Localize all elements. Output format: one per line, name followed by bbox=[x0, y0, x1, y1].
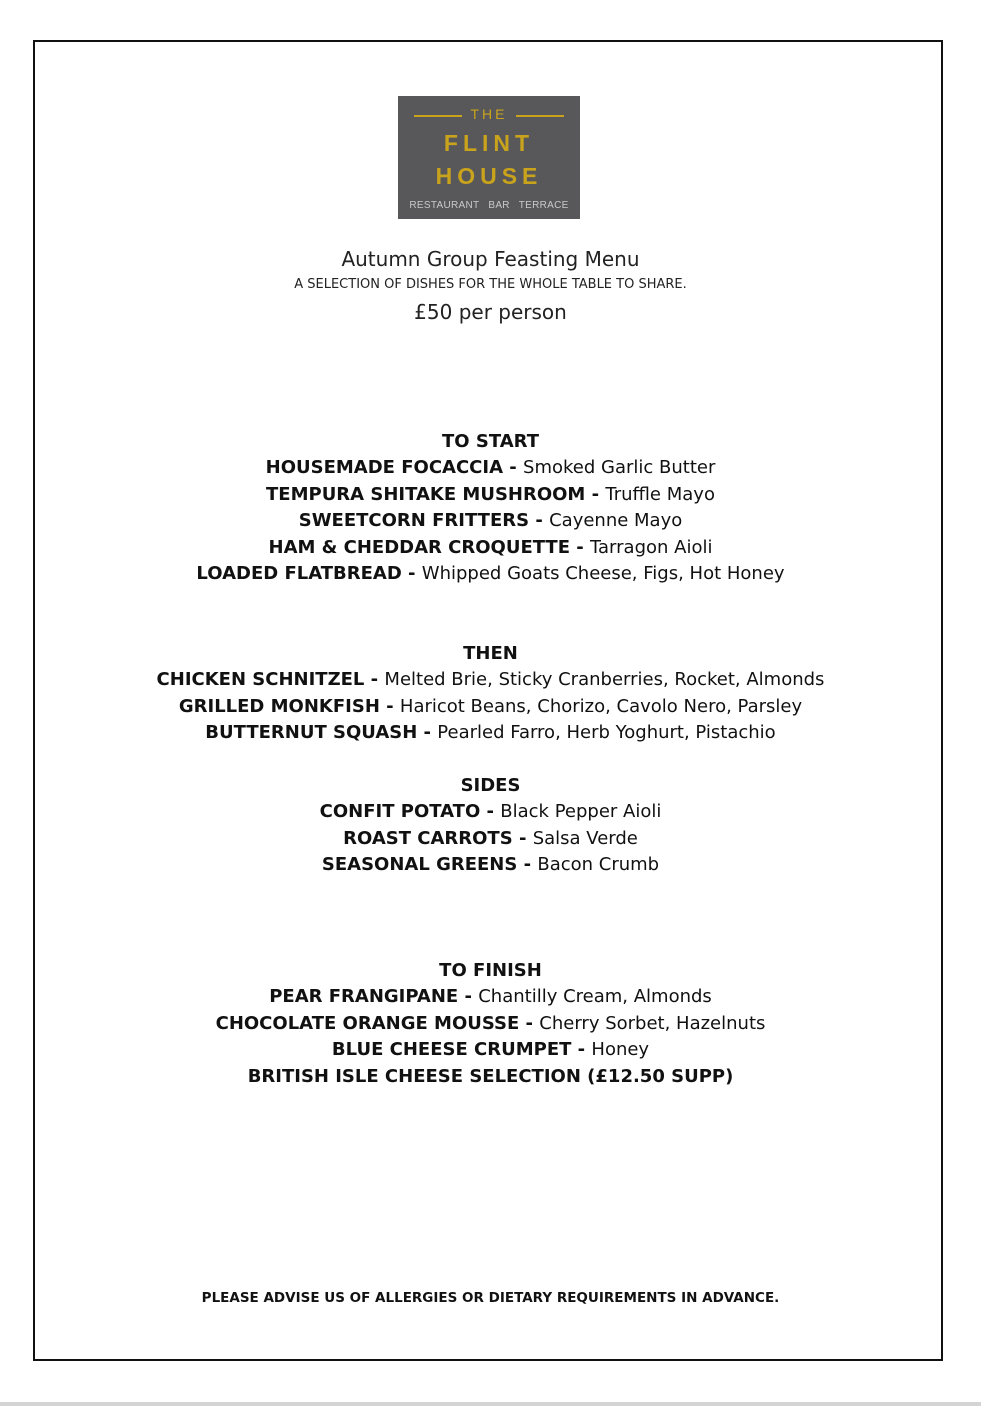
item-name: ROAST CARROTS bbox=[343, 827, 513, 849]
item-desc: Truffle Mayo bbox=[605, 483, 715, 505]
section-to-start bbox=[0, 428, 981, 588]
page-bottom-divider bbox=[0, 1402, 981, 1406]
logo-tagline: RESTAURANT BAR TERRACE bbox=[409, 200, 569, 211]
menu-item: HOUSEMADE FOCACCIA - Smoked Garlic Butter bbox=[265, 457, 716, 478]
item-desc: Pearled Farro, Herb Yoghurt, Pistachio bbox=[437, 722, 776, 743]
item-desc: Smoked Garlic Butter bbox=[523, 457, 716, 478]
section-heading: SIDES bbox=[460, 775, 521, 796]
item-desc: Bacon Crumb bbox=[537, 854, 660, 875]
item-name: BLUE CHEESE CRUMPET bbox=[331, 1039, 572, 1060]
section-sides bbox=[0, 772, 981, 879]
item-desc: Haricot Beans, Chorizo, Cavolo Nero, Parsley bbox=[399, 695, 803, 717]
item-desc: Tarragon Aioli bbox=[590, 536, 713, 558]
item-name: GRILLED MONKFISH bbox=[178, 695, 380, 717]
flint-house-logo bbox=[398, 96, 580, 219]
menu-item: CHOCOLATE ORANGE MOUSSE - Cherry Sorbet, Hazelnuts bbox=[215, 1012, 766, 1034]
menu-price: £50 per person bbox=[414, 300, 567, 324]
item-name: PEAR FRANGIPANE bbox=[269, 986, 459, 1007]
section-then bbox=[0, 640, 981, 747]
menu-item: CHICKEN SCHNITZEL - Melted Brie, Sticky Cranberries, Rocket, Almonds bbox=[156, 669, 825, 690]
menu-item: SWEETCORN FRITTERS - Cayenne Mayo bbox=[298, 510, 683, 531]
menu-item: TEMPURA SHITAKE MUSHROOM - Truffle Mayo bbox=[266, 483, 715, 505]
item-name: CHICKEN SCHNITZEL bbox=[156, 669, 365, 690]
section-heading: TO START bbox=[442, 431, 539, 452]
item-desc: Honey bbox=[591, 1039, 650, 1060]
section-heading: TO FINISH bbox=[439, 960, 542, 981]
item-name: SWEETCORN FRITTERS bbox=[298, 510, 530, 531]
item-desc: Cayenne Mayo bbox=[549, 510, 683, 531]
item-name: HAM & CHEDDAR CROQUETTE bbox=[268, 536, 570, 558]
section-to-finish bbox=[0, 957, 981, 1090]
item-name: BUTTERNUT SQUASH bbox=[205, 722, 418, 743]
menu-item bbox=[0, 1064, 981, 1091]
menu-item: SEASONAL GREENS - Bacon Crumb bbox=[321, 854, 660, 875]
item-desc: Whipped Goats Cheese, Figs, Hot Honey bbox=[421, 563, 785, 584]
menu-item: ROAST CARROTS - Salsa Verde bbox=[343, 827, 638, 849]
section-heading: THEN bbox=[463, 643, 518, 664]
menu-item: HAM & CHEDDAR CROQUETTE - Tarragon Aioli bbox=[268, 536, 713, 558]
item-name: CHOCOLATE ORANGE MOUSSE bbox=[215, 1012, 520, 1034]
item-desc: Salsa Verde bbox=[532, 827, 638, 849]
logo-flint: FLINT bbox=[443, 130, 535, 156]
item-name: SEASONAL GREENS bbox=[321, 854, 518, 875]
item-name: HOUSEMADE FOCACCIA bbox=[265, 457, 504, 478]
menu-subtitle: A SELECTION OF DISHES FOR THE WHOLE TABLE TO SHARE. bbox=[294, 277, 687, 292]
item-desc: Cherry Sorbet, Hazelnuts bbox=[539, 1012, 766, 1034]
item-name: TEMPURA SHITAKE MUSHROOM bbox=[266, 483, 586, 505]
item-name: LOADED FLATBREAD bbox=[196, 563, 402, 584]
item-name: CONFIT POTATO bbox=[319, 801, 481, 822]
menu-item: LOADED FLATBREAD - Whipped Goats Cheese, Figs, Hot Honey bbox=[196, 563, 785, 584]
menu-item: BUTTERNUT SQUASH - Pearled Farro, Herb Yoghurt, Pistachio bbox=[205, 722, 776, 743]
menu-item: GRILLED MONKFISH - Haricot Beans, Chorizo, Cavolo Nero, Parsley bbox=[178, 695, 803, 717]
logo-house: HOUSE bbox=[435, 163, 543, 189]
item-name: BRITISH ISLE CHEESE SELECTION (£12.50 SUPP) bbox=[247, 1065, 734, 1087]
logo-the: THE bbox=[470, 106, 508, 122]
menu-item: BLUE CHEESE CRUMPET - Honey bbox=[331, 1039, 650, 1060]
item-desc: Chantilly Cream, Almonds bbox=[478, 986, 712, 1007]
item-desc: Black Pepper Aioli bbox=[500, 801, 662, 822]
menu-title: Autumn Group Feasting Menu bbox=[341, 247, 640, 271]
menu-item: CONFIT POTATO - Black Pepper Aioli bbox=[319, 801, 662, 822]
allergy-note: PLEASE ADVISE US OF ALLERGIES OR DIETARY REQUIREMENTS IN ADVANCE. bbox=[201, 1290, 780, 1306]
item-desc: Melted Brie, Sticky Cranberries, Rocket, Almonds bbox=[384, 669, 825, 690]
menu-item: PEAR FRANGIPANE - Chantilly Cream, Almonds bbox=[269, 986, 712, 1007]
